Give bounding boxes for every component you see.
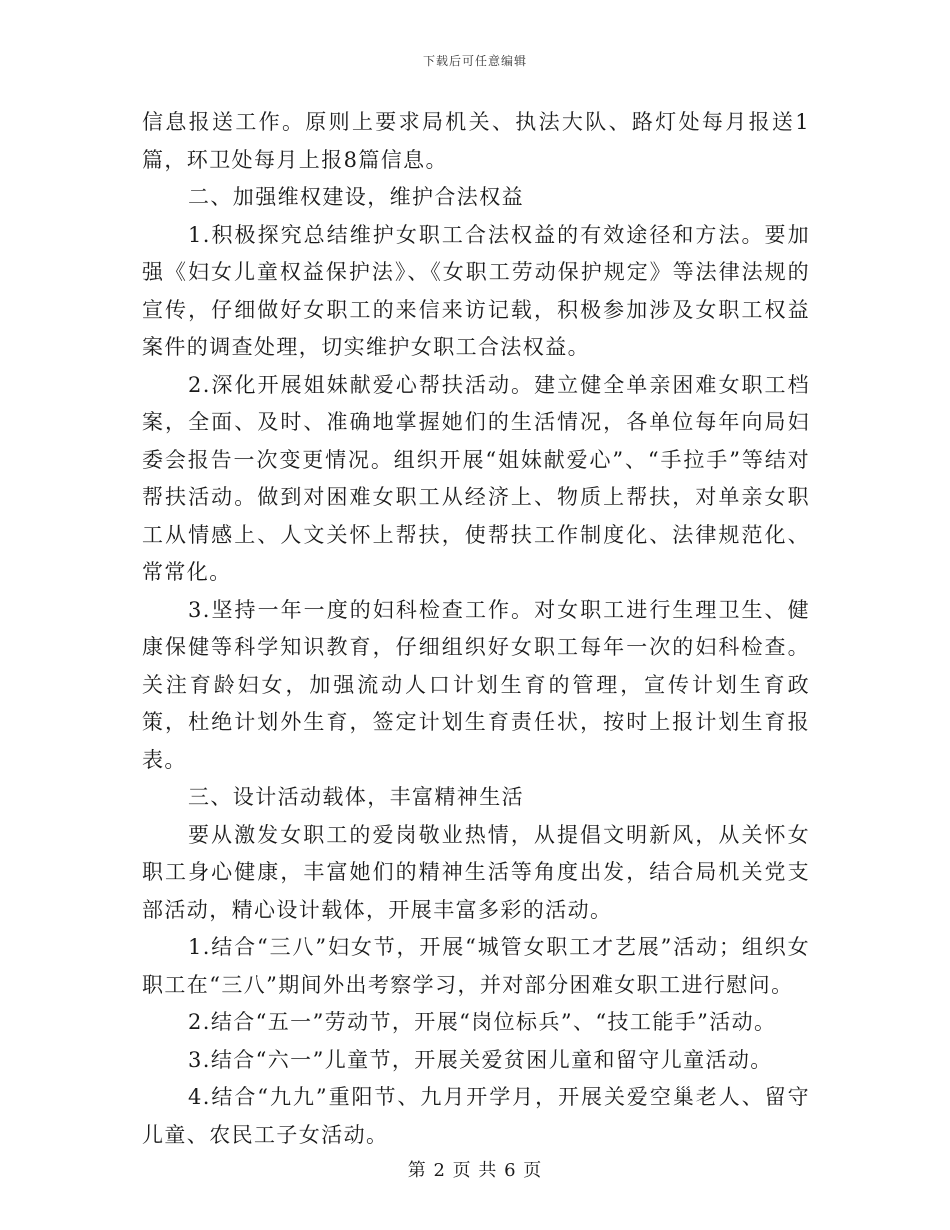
section-heading-3: 三、设计活动载体，丰富精神生活 <box>188 785 524 809</box>
paragraph-3-3: 3.结合“六一”儿童节，开展关爱贫困儿童和留守儿童活动。 <box>188 1047 773 1072</box>
document-body <box>142 104 810 1154</box>
paragraph-3-intro: 要从激发女职工的爱岗敬业热情，从提倡文明新风，从关怀女职工身心健康，丰富她们的精神生活等角度出发，结合局机关党支部活动，精心设计载体，开展丰富多彩的活动。 <box>142 822 810 922</box>
paragraph-3-2: 2.结合“五一”劳动节，开展“岗位标兵”、“技工能手”活动。 <box>188 1010 777 1034</box>
page-current: 2 <box>433 1160 446 1181</box>
paragraph-2-3: 3.坚持一年一度的妇科检查工作。对女职工进行生理卫生、健康保健等科学知识教育，仔细组织好女职工每年一次的妇科检查。关注育龄妇女，加强流动人口计划生育的管理，宣传计划生育政策，杜绝计划外生育，签定计划生育责任状，按时上报计划生育报表。 <box>142 597 810 772</box>
header-note: 下载后可任意编辑 <box>422 54 527 68</box>
paragraph-3-4: 4.结合“九九”重阳节、九月开学月，开展关爱空巢老人、留守儿童、农民工子女活动。 <box>142 1085 810 1147</box>
section-heading-2: 二、加强维权建设，维护合法权益 <box>188 185 524 209</box>
page-number-footer <box>0 1156 950 1182</box>
paragraph-1: 信息报送工作。原则上要求局机关、执法大队、路灯处每月报送1篇，环卫处每月上报8篇信息。 <box>142 110 810 172</box>
page-prefix: 第 <box>407 1160 427 1181</box>
page-total: 6 <box>504 1160 517 1181</box>
page-suffix: 页 <box>523 1160 543 1181</box>
paragraph-2-1: 1.积极探究总结维护女职工合法权益的有效途径和方法。要加强《妇女儿童权益保护法》、《女职工劳动保护规定》等法律法规的宣传，仔细做好女职工的来信来访记载，积极参加涉及女职工权益案件的调查处理，切实维护女职工合法权益。 <box>142 222 810 359</box>
paragraph-2-2: 2.深化开展姐妹献爱心帮扶活动。建立健全单亲困难女职工档案，全面、及时、准确地掌握她们的生活情况，各单位每年向局妇委会报告一次变更情况。组织开展“姐妹献爱心”、“手拉手”等结对帮扶活动。做到对困难女职工从经济上、物质上帮扶，对单亲女职工从情感上、人文关怀上帮扶，使帮扶工作制度化、法律规范化、常常化。 <box>142 372 810 584</box>
page-middle: 页 共 <box>452 1160 498 1181</box>
paragraph-3-1: 1.结合“三八”妇女节，开展“城管女职工才艺展”活动；组织女职工在“三八”期间外出考察学习，并对部分困难女职工进行慰问。 <box>142 935 810 997</box>
